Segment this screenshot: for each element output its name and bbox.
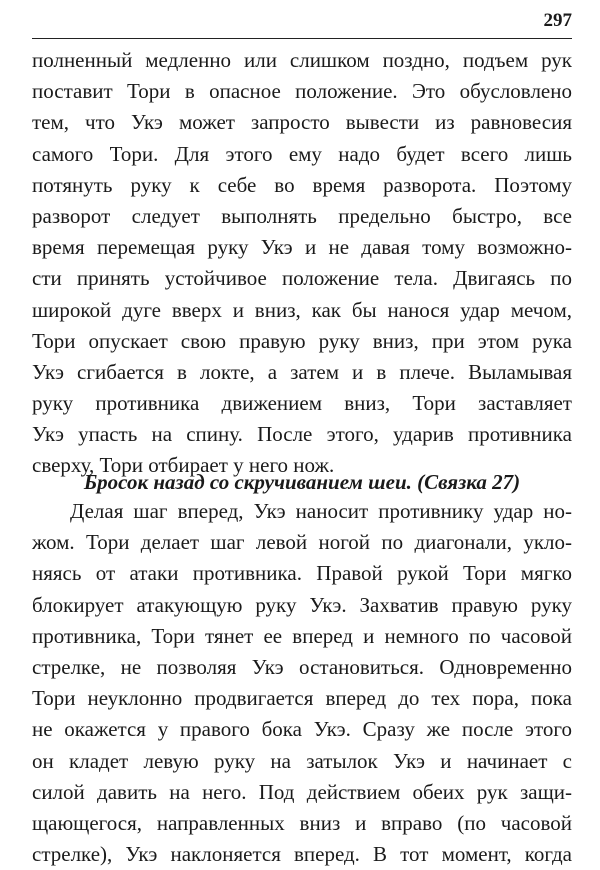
text-line: щающегося, направленных вниз и вправо (по часовой — [32, 810, 572, 835]
text-line: сверху, Тори отбирает у него нож. — [32, 453, 335, 478]
text-line: он кладет левую руку на затылок Укэ и начинает с — [32, 748, 572, 773]
text-line: силой давить на него. Под действием обеих рук защи- — [32, 779, 572, 804]
text-line: тем, что Укэ может запросто вывести из равновесия — [32, 110, 572, 135]
text-line: самого Тори. Для этого ему надо будет всего лишь — [32, 141, 572, 166]
paragraph-continuation — [32, 45, 572, 482]
text-line: стрелке), Укэ наклоняется вперед. В тот момент, когда — [32, 842, 572, 867]
text-line: стрелке, не позволяя Укэ остановиться. Одновременно — [32, 654, 572, 679]
text-line: блокирует атакующую руку Укэ. Захватив правую руку — [32, 592, 572, 617]
text-line: няясь от атаки противника. Правой рукой Тори мягко — [32, 561, 572, 586]
text-line: широкой дуге вверх и вниз, как бы нанося удар мечом, — [32, 297, 572, 322]
text-line: Укэ сгибается в локте, а затем и в плече. Выламывая — [32, 359, 572, 384]
section-heading: Бросок назад со скручиванием шеи. (Связка 27) — [83, 470, 521, 494]
text-line: не окажется у правого бока Укэ. Сразу же после этого — [32, 717, 572, 742]
text-line: противника, Тори тянет ее вперед и немного по часовой — [32, 623, 572, 648]
page-number: 297 — [543, 10, 572, 31]
text-line: руку противника движением вниз, Тори заставляет — [32, 391, 572, 416]
text-line: разворот следует выполнять предельно быстро, все — [32, 203, 572, 228]
text-line: поставит Тори в опасное положение. Это обусловлено — [32, 79, 572, 104]
text-line: время перемещая руку Укэ и не давая тому возможно- — [32, 235, 572, 260]
text-line: Тори опускает свою правую руку вниз, при этом рука — [32, 328, 572, 353]
text-line: жом. Тори делает шаг левой ногой по диагонали, укло- — [32, 530, 572, 555]
text-line: сти принять устойчивое положение тела. Двигаясь по — [32, 266, 572, 291]
text-line: потянуть руку к себе во время разворота. Поэтому — [32, 172, 572, 197]
paragraph-body — [32, 496, 572, 870]
text-line: Делая шаг вперед, Укэ наносит противнику удар но- — [70, 499, 572, 523]
header-rule — [32, 38, 572, 39]
text-line: Укэ упасть на спину. После этого, ударив противника — [32, 422, 572, 447]
text-line: полненный медленно или слишком поздно, подъем рук — [32, 48, 572, 72]
text-line: Тори неуклонно продвигается вперед до тех пора, пока — [32, 686, 572, 711]
